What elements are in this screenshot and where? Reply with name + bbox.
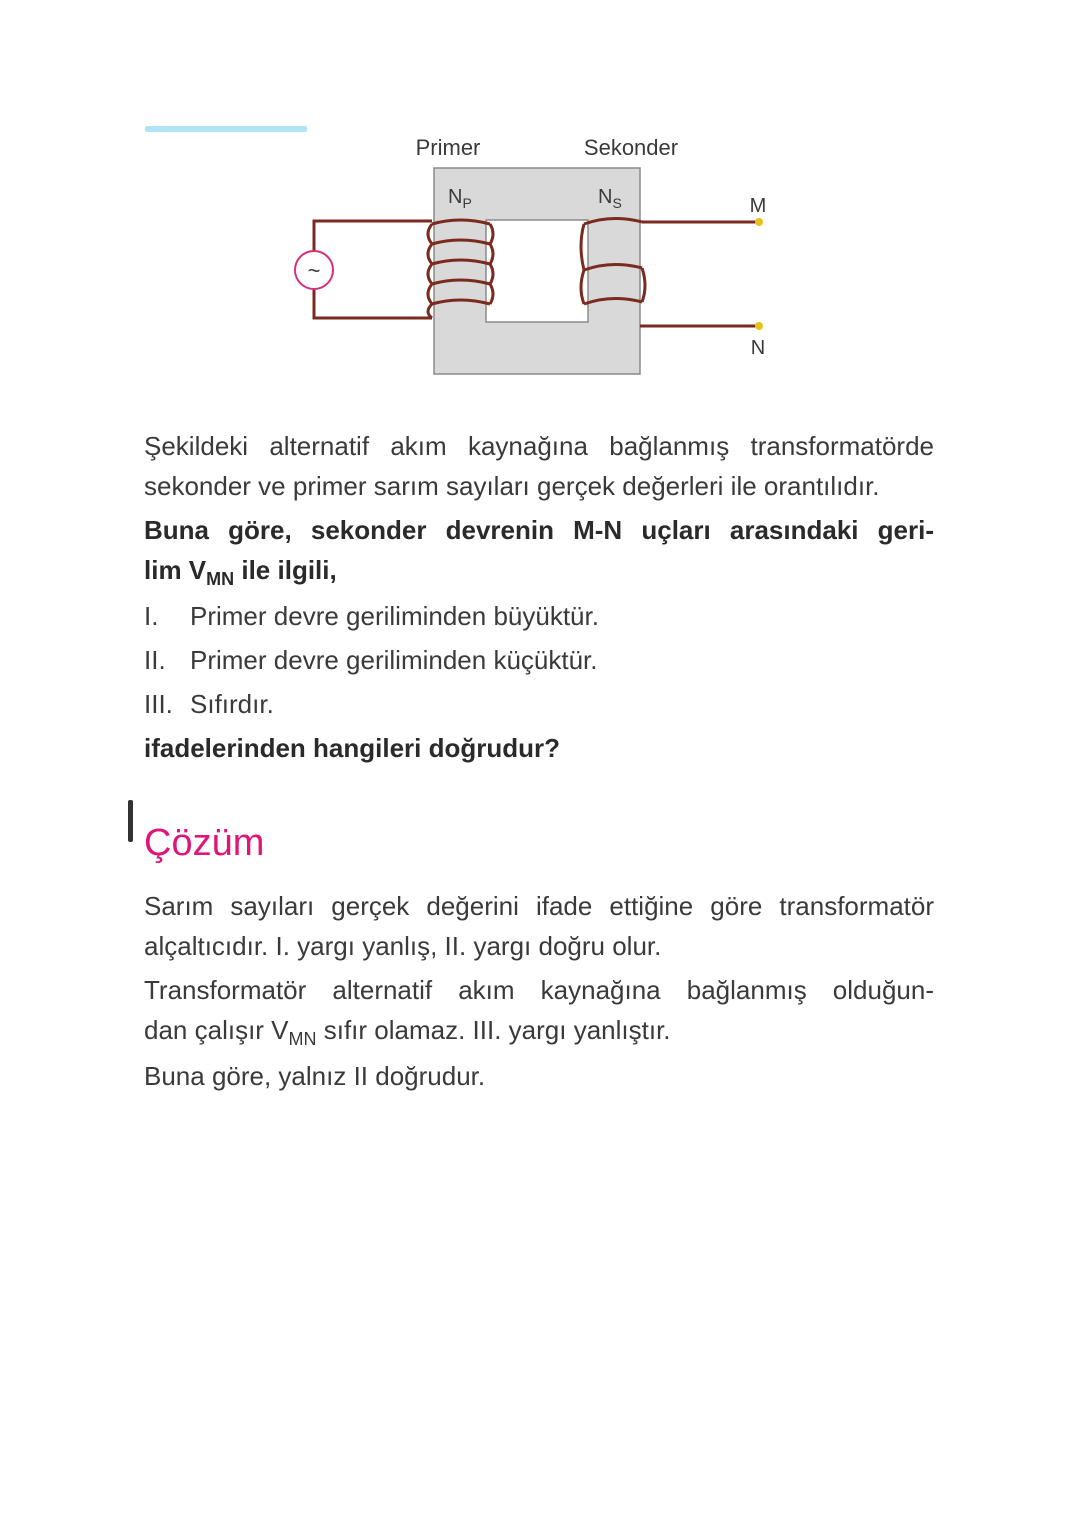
statement-list [144, 594, 599, 726]
ns-label: $N_S$ [598, 186, 622, 211]
question-stem-line-2: $\lim V_{MN}$ ile ilgili, [144, 555, 337, 589]
terminal-n-label: N [750, 337, 766, 359]
solution-p1-line-2: alçaltıcıdır. I. yargı yanlış, II. yargı doğru olur. [144, 931, 662, 961]
solution-paragraph-2 [144, 970, 934, 1050]
solution-p1-line-1: Sarım sayıları gerçek değerini ifade ettiğine göre transformatör [144, 891, 934, 921]
question-stem [144, 510, 934, 590]
statement-item [144, 638, 599, 682]
solution-paragraph-1 [144, 886, 934, 966]
terminal-m-label: M [749, 195, 767, 217]
question-intro-line-1: Şekildeki alternatif akım kaynağına bağlanmış transformatörde [144, 431, 934, 461]
solution-p2-line-2: dan çalışır $V_{MN}$ sıfır olamaz. III. yargı yanlıştır. [144, 1015, 671, 1049]
np-label: $N_P$ [448, 186, 472, 211]
statement-item [144, 682, 599, 726]
ac-source-symbol: ~ [307, 258, 321, 283]
statement-text: Sıfırdır. [190, 689, 274, 719]
primary-label: Primer [415, 135, 481, 160]
solution-conclusion: Buna göre, yalnız II doğrudur. [144, 1061, 486, 1091]
solution-p2-line-1: Transformatör alternatif akım kaynağına bağlanmış olduğun- [144, 975, 934, 1005]
solution-title: Çözüm [144, 822, 265, 864]
statement-number: I. [144, 601, 159, 631]
secondary-label: Sekonder [583, 135, 679, 160]
transformer-diagram [280, 128, 800, 388]
statement-number: III. [144, 689, 173, 719]
terminal-n-dot [755, 322, 763, 330]
solution-paragraph-3 [144, 1056, 934, 1096]
question-ending [144, 728, 934, 768]
statement-text: Primer devre geriliminden büyüktür. [190, 601, 599, 631]
solution-margin-mark [128, 800, 133, 842]
statement-text: Primer devre geriliminden küçüktür. [190, 645, 598, 675]
question-stem-line-1: Buna göre, sekonder devrenin M-N uçları arasındaki geri- [144, 515, 934, 545]
statement-item [144, 594, 599, 638]
question-intro [144, 426, 934, 506]
question-ending-text: ifadelerinden hangileri doğrudur? [144, 733, 561, 763]
statement-number: II. [144, 645, 166, 675]
question-intro-line-2: sekonder ve primer sarım sayıları gerçek değerleri ile orantılıdır. [144, 471, 880, 501]
transformer-svg [280, 128, 800, 388]
terminal-m-dot [755, 218, 763, 226]
